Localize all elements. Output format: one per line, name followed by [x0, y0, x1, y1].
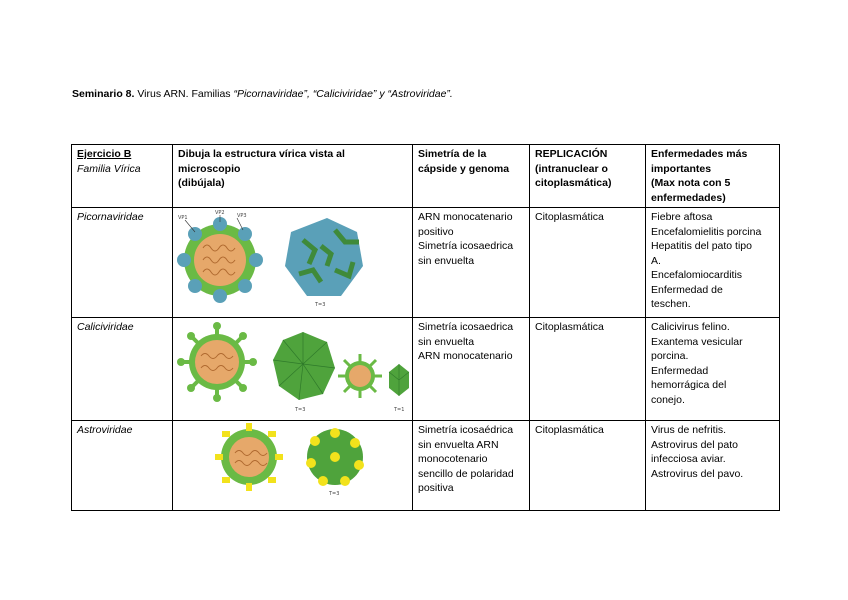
- title-plain: Virus ARN. Familias: [134, 88, 234, 100]
- disease-item: porcina.: [651, 350, 689, 362]
- header-diseases-l4: enfermedades): [651, 191, 726, 204]
- virus-table: [71, 144, 780, 511]
- header-diseases-l1: Enfermedades más: [651, 148, 748, 160]
- disease-item: Enfermedad: [651, 364, 709, 377]
- disease-item: teschen.: [651, 298, 691, 310]
- table-row: [72, 421, 780, 511]
- header-drawing-l3: (dibújala): [178, 177, 225, 189]
- header-row: [72, 145, 780, 208]
- page-title: [72, 88, 453, 100]
- calicivirus-illustration: [175, 320, 409, 417]
- label-vp2: VP2: [215, 210, 225, 216]
- header-symmetry: [413, 145, 530, 208]
- family-cell: Caliciviridae: [72, 318, 173, 421]
- symmetry-line: Simetría icosaédrica: [418, 424, 514, 436]
- symmetry-line: Simetría icosaedrica: [418, 321, 514, 333]
- disease-item: Hepatitis del pato tipo: [651, 240, 752, 252]
- symmetry-line: sencillo de polaridad: [418, 467, 514, 480]
- header-drawing-l2: microscopio: [178, 162, 241, 175]
- label-picorna-t3: T=3: [315, 302, 326, 308]
- disease-item: hemorrágica del: [651, 379, 727, 391]
- label-astro-t3: T=3: [329, 491, 340, 497]
- drawing-astroviridae: [173, 421, 413, 511]
- header-drawing: [173, 145, 413, 208]
- header-replication: [530, 145, 646, 208]
- header-family-label: Familia Vírica: [77, 162, 141, 175]
- symmetry-line: positivo: [418, 225, 454, 238]
- header-diseases-l2: importantes: [651, 162, 712, 175]
- disease-item: Astrovirus del pavo.: [651, 467, 744, 480]
- disease-item: A.: [651, 254, 661, 267]
- label-vp3: VP3: [237, 213, 247, 219]
- disease-item: Fiebre aftosa: [651, 211, 713, 223]
- disease-item: infecciosa aviar.: [651, 453, 726, 465]
- picorna-icosahedron: [285, 218, 363, 296]
- table-row: [72, 208, 780, 318]
- title-bold: Seminario 8.: [72, 88, 135, 100]
- diseases-cell: [646, 318, 780, 421]
- replication-cell: Citoplasmática: [530, 318, 646, 421]
- label-calici-t3: T=3: [295, 407, 306, 413]
- drawing-picornaviridae: [173, 208, 413, 318]
- family-cell: Picornaviridae: [72, 208, 173, 318]
- header-replication-l3: citoplasmática): [535, 177, 612, 189]
- header-replication-l1: REPLICACIÓN: [535, 148, 608, 160]
- symmetry-line: monocotenario: [418, 453, 488, 465]
- disease-item: conejo.: [651, 393, 685, 406]
- symmetry-line: sin envuelta ARN: [418, 438, 499, 451]
- disease-item: Astrovirus del pato: [651, 438, 738, 451]
- symmetry-cell: [413, 421, 530, 511]
- title-families: “Picornaviridae”, “Caliciviridae” y “Astroviridae”.: [233, 88, 453, 100]
- disease-item: Encefalomielitis porcina: [651, 225, 762, 238]
- header-family: [72, 145, 173, 208]
- header-drawing-l1: Dibuja la estructura vírica vista al: [178, 148, 345, 160]
- label-calici-t1: T=1: [394, 407, 405, 413]
- replication-cell: Citoplasmática: [530, 421, 646, 511]
- picornavirus-illustration: [175, 210, 409, 314]
- astrovirus-illustration: [175, 423, 409, 507]
- table-row: [72, 318, 780, 421]
- header-symmetry-l1: Simetría de la: [418, 148, 487, 160]
- replication-cell: Citoplasmática: [530, 208, 646, 318]
- diseases-cell: [646, 421, 780, 511]
- header-exercise: Ejercicio B: [77, 148, 132, 160]
- header-replication-l2: (intranuclear o: [535, 162, 608, 175]
- label-vp1: VP1: [178, 215, 188, 221]
- disease-item: Calicivirus felino.: [651, 321, 730, 333]
- symmetry-line: sin envuelta: [418, 254, 475, 267]
- calici-genome-core: [195, 340, 239, 384]
- picorna-genome-core: [194, 234, 246, 286]
- family-cell: Astroviridae: [72, 421, 173, 511]
- disease-item: Virus de nefritis.: [651, 424, 727, 436]
- symmetry-line: Simetría icosaedrica: [418, 240, 514, 252]
- symmetry-line: ARN monocatenario: [418, 350, 513, 362]
- astro-genome-core: [229, 437, 269, 477]
- disease-item: Enfermedad de: [651, 283, 723, 296]
- symmetry-line: sin envuelta: [418, 335, 475, 348]
- disease-item: Encefalomiocarditis: [651, 269, 743, 281]
- diseases-cell: [646, 208, 780, 318]
- header-diseases-l3: (Max nota con 5: [651, 177, 731, 189]
- symmetry-line: positiva: [418, 482, 454, 494]
- disease-item: Exantema vesicular: [651, 335, 743, 348]
- calici-small-core: [349, 365, 371, 387]
- drawing-caliciviridae: [173, 318, 413, 421]
- symmetry-line: ARN monocatenario: [418, 211, 513, 223]
- symmetry-cell: [413, 318, 530, 421]
- symmetry-cell: [413, 208, 530, 318]
- header-diseases: [646, 145, 780, 208]
- header-symmetry-l2: cápside y genoma: [418, 162, 510, 175]
